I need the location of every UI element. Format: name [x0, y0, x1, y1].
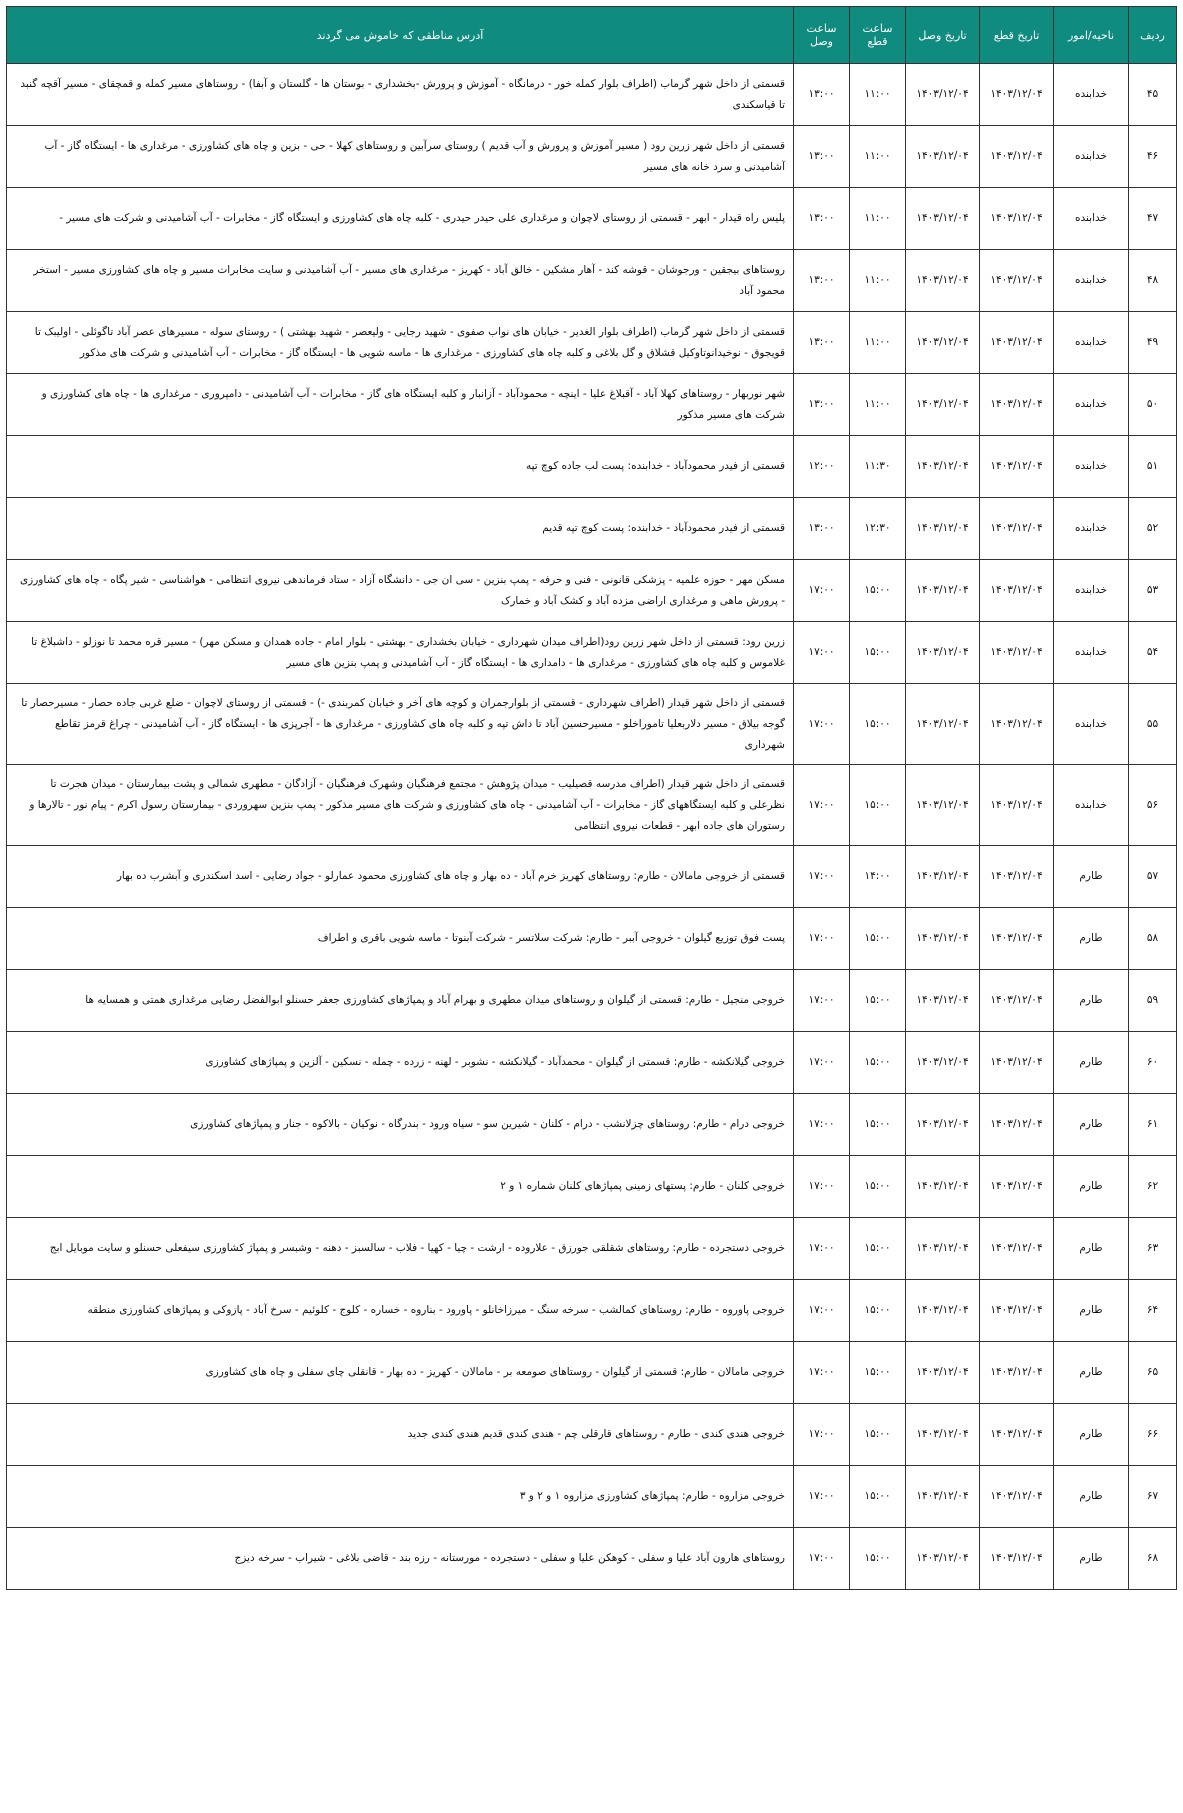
district-cell: طارم — [1054, 908, 1129, 970]
connect-date-cell: ۱۴۰۳/۱۲/۰۴ — [906, 970, 980, 1032]
district-cell: خدابنده — [1054, 498, 1129, 560]
row-number-cell: ۵۳ — [1129, 560, 1177, 622]
address-cell: قسمتی از فیدر محمودآباد - خدابنده: پست کوچ تپه قدیم — [7, 498, 794, 560]
cut-time-cell: ۱۵:۰۰ — [850, 1156, 906, 1218]
connect-time-cell: ۱۷:۰۰ — [794, 1466, 850, 1528]
table-row — [7, 684, 1177, 765]
district-cell: خدابنده — [1054, 64, 1129, 126]
district-cell: خدابنده — [1054, 188, 1129, 250]
row-number-cell: ۴۵ — [1129, 64, 1177, 126]
address-cell: پلیس راه قیدار - ابهر - قسمتی از روستای لاچوان و مرغداری علی حیدر حیدری - کلبه چاه های کشاورزی و ایستگاه گاز - مخابرات - آب آشامیدنی و شرکت های مسیر - — [7, 188, 794, 250]
cut-time-cell: ۱۱:۰۰ — [850, 312, 906, 374]
cut-time-cell: ۱۴:۰۰ — [850, 846, 906, 908]
connect-date-cell: ۱۴۰۳/۱۲/۰۴ — [906, 374, 980, 436]
cut-date-cell: ۱۴۰۳/۱۲/۰۴ — [980, 498, 1054, 560]
connect-time-cell: ۱۷:۰۰ — [794, 1342, 850, 1404]
district-cell: خدابنده — [1054, 622, 1129, 684]
connect-date-cell: ۱۴۰۳/۱۲/۰۴ — [906, 765, 980, 846]
cut-date-cell: ۱۴۰۳/۱۲/۰۴ — [980, 1218, 1054, 1280]
connect-time-cell: ۱۷:۰۰ — [794, 846, 850, 908]
address-cell: زرین رود: قسمتی از داخل شهر زرین رود(اطراف میدان شهرداری - خیابان بخشداری - بهشتی - بلوار امام - جاده همدان و مسکن مهر) - مسیر قره محمد تا نوزلو - داشبلاغ تا غلاموس و کلبه چاه های کشاورزی - مرغداری ها - دامداری ها - ایستگاه گاز - آب آشامیدنی و پمپ بنزین های مسیر — [7, 622, 794, 684]
connect-date-cell: ۱۴۰۳/۱۲/۰۴ — [906, 846, 980, 908]
district-cell: طارم — [1054, 970, 1129, 1032]
district-cell: خدابنده — [1054, 250, 1129, 312]
table-row — [7, 250, 1177, 312]
table-row — [7, 374, 1177, 436]
cut-time-cell: ۱۵:۰۰ — [850, 1528, 906, 1590]
district-cell: طارم — [1054, 1342, 1129, 1404]
table-row — [7, 765, 1177, 846]
connect-time-cell: ۱۷:۰۰ — [794, 1218, 850, 1280]
cut-date-cell: ۱۴۰۳/۱۲/۰۴ — [980, 436, 1054, 498]
district-cell: طارم — [1054, 1466, 1129, 1528]
cut-time-cell: ۱۵:۰۰ — [850, 765, 906, 846]
connect-time-cell: ۱۷:۰۰ — [794, 1156, 850, 1218]
address-cell: خروجی پاوروه - طارم: روستاهای کمالشب - سرخه سنگ - میرزاخانلو - پاورود - بناروه - خساره - کلوج - کلوئیم - سرخ آباد - پازوکی و پمپاژهای کشاورزی منطقه — [7, 1280, 794, 1342]
district-cell: خدابنده — [1054, 560, 1129, 622]
table-row — [7, 560, 1177, 622]
district-cell: خدابنده — [1054, 126, 1129, 188]
cut-time-cell: ۱۵:۰۰ — [850, 1404, 906, 1466]
cut-date-cell: ۱۴۰۳/۱۲/۰۴ — [980, 312, 1054, 374]
cut-date-cell: ۱۴۰۳/۱۲/۰۴ — [980, 1094, 1054, 1156]
district-cell: طارم — [1054, 1218, 1129, 1280]
cut-time-cell: ۱۵:۰۰ — [850, 1094, 906, 1156]
cut-date-cell: ۱۴۰۳/۱۲/۰۴ — [980, 188, 1054, 250]
connect-time-cell: ۱۳:۰۰ — [794, 64, 850, 126]
cut-date-cell: ۱۴۰۳/۱۲/۰۴ — [980, 908, 1054, 970]
connect-date-cell: ۱۴۰۳/۱۲/۰۴ — [906, 188, 980, 250]
cut-date-cell: ۱۴۰۳/۱۲/۰۴ — [980, 560, 1054, 622]
district-cell: طارم — [1054, 1280, 1129, 1342]
table-row — [7, 1528, 1177, 1590]
district-cell: خدابنده — [1054, 436, 1129, 498]
cut-date-cell: ۱۴۰۳/۱۲/۰۴ — [980, 1528, 1054, 1590]
connect-time-cell: ۱۳:۰۰ — [794, 374, 850, 436]
address-cell: قسمتی از خروجی مامالان - طارم: روستاهای کهریز خرم آباد - ده بهار و چاه های کشاورزی محمود عمارلو - جواد رضایی - اسد اسکندری و آبشرب ده بهار — [7, 846, 794, 908]
connect-date-cell: ۱۴۰۳/۱۲/۰۴ — [906, 1466, 980, 1528]
connect-time-cell: ۱۷:۰۰ — [794, 1032, 850, 1094]
table-row — [7, 498, 1177, 560]
address-cell: قسمتی از داخل شهر گرماب (اطراف بلوار الغدیر - خیابان های نواب صفوی - شهید رجایی - ولیعصر - شهید بهشتی ) - روستای سوله - مسیرهای عصر آباد تاگوئلی - اولیبک تا قویجوق - نوخیدانوتاوکیل قشلاق و گل بلاغی و کلبه چاه های کشاورزی - مرغداری ها - ماسه شویی ها - ایستگاه گاز - مخابرات - آب آشامیدنی و شرکت های مذکور — [7, 312, 794, 374]
connect-time-cell: ۱۷:۰۰ — [794, 622, 850, 684]
table-row — [7, 64, 1177, 126]
table-row — [7, 908, 1177, 970]
cut-time-cell: ۱۵:۰۰ — [850, 560, 906, 622]
row-number-cell: ۴۷ — [1129, 188, 1177, 250]
table-header-row — [7, 7, 1177, 64]
cut-time-cell: ۱۲:۳۰ — [850, 498, 906, 560]
cut-time-cell: ۱۵:۰۰ — [850, 1466, 906, 1528]
row-number-cell: ۵۰ — [1129, 374, 1177, 436]
district-cell: طارم — [1054, 846, 1129, 908]
cut-time-cell: ۱۵:۰۰ — [850, 1218, 906, 1280]
cut-time-cell: ۱۱:۰۰ — [850, 374, 906, 436]
address-cell: روستاهای هارون آباد علیا و سفلی - کوهکن علیا و سفلی - دستجرده - مورستانه - رزه بند - قاضی بلاغی - شیراب - سرخه دیزج — [7, 1528, 794, 1590]
connect-date-cell: ۱۴۰۳/۱۲/۰۴ — [906, 1280, 980, 1342]
table-row — [7, 970, 1177, 1032]
connect-time-cell: ۱۷:۰۰ — [794, 765, 850, 846]
cut-time-cell: ۱۵:۰۰ — [850, 1342, 906, 1404]
row-number-cell: ۶۵ — [1129, 1342, 1177, 1404]
table-row — [7, 1156, 1177, 1218]
address-cell: پست فوق توزیع گیلوان - خروجی آببر - طارم: شرکت سلاتسر - شرکت آبنوتا - ماسه شویی باقری و اطراف — [7, 908, 794, 970]
district-cell: طارم — [1054, 1032, 1129, 1094]
table-row — [7, 1404, 1177, 1466]
row-number-cell: ۴۶ — [1129, 126, 1177, 188]
district-cell: طارم — [1054, 1528, 1129, 1590]
connect-date-cell: ۱۴۰۳/۱۲/۰۴ — [906, 1156, 980, 1218]
connect-time-cell: ۱۳:۰۰ — [794, 250, 850, 312]
district-cell: خدابنده — [1054, 765, 1129, 846]
row-number-cell: ۵۴ — [1129, 622, 1177, 684]
cut-date-cell: ۱۴۰۳/۱۲/۰۴ — [980, 970, 1054, 1032]
connect-time-cell: ۱۷:۰۰ — [794, 684, 850, 765]
cut-date-cell: ۱۴۰۳/۱۲/۰۴ — [980, 1466, 1054, 1528]
cut-date-cell: ۱۴۰۳/۱۲/۰۴ — [980, 1032, 1054, 1094]
district-cell: طارم — [1054, 1156, 1129, 1218]
header-cut-time: ساعت قطع — [850, 7, 906, 64]
connect-date-cell: ۱۴۰۳/۱۲/۰۴ — [906, 1032, 980, 1094]
cut-date-cell: ۱۴۰۳/۱۲/۰۴ — [980, 684, 1054, 765]
row-number-cell: ۶۳ — [1129, 1218, 1177, 1280]
connect-date-cell: ۱۴۰۳/۱۲/۰۴ — [906, 250, 980, 312]
connect-date-cell: ۱۴۰۳/۱۲/۰۴ — [906, 436, 980, 498]
header-district: ناحیه/امور — [1054, 7, 1129, 64]
connect-date-cell: ۱۴۰۳/۱۲/۰۴ — [906, 908, 980, 970]
cut-time-cell: ۱۵:۰۰ — [850, 970, 906, 1032]
district-cell: طارم — [1054, 1404, 1129, 1466]
connect-time-cell: ۱۷:۰۰ — [794, 908, 850, 970]
connect-time-cell: ۱۳:۰۰ — [794, 126, 850, 188]
cut-time-cell: ۱۵:۰۰ — [850, 684, 906, 765]
row-number-cell: ۶۷ — [1129, 1466, 1177, 1528]
table-row — [7, 1094, 1177, 1156]
address-cell: خروجی هندی کندی - طارم - روستاهای قارقلی چم - هندی کندی قدیم هندی کندی جدید — [7, 1404, 794, 1466]
row-number-cell: ۵۱ — [1129, 436, 1177, 498]
cut-time-cell: ۱۱:۰۰ — [850, 64, 906, 126]
header-connect-date: تاریخ وصل — [906, 7, 980, 64]
cut-time-cell: ۱۵:۰۰ — [850, 1032, 906, 1094]
cut-date-cell: ۱۴۰۳/۱۲/۰۴ — [980, 846, 1054, 908]
connect-time-cell: ۱۷:۰۰ — [794, 1404, 850, 1466]
row-number-cell: ۵۹ — [1129, 970, 1177, 1032]
connect-time-cell: ۱۷:۰۰ — [794, 1094, 850, 1156]
cut-time-cell: ۱۱:۰۰ — [850, 250, 906, 312]
connect-date-cell: ۱۴۰۳/۱۲/۰۴ — [906, 126, 980, 188]
table-row — [7, 1466, 1177, 1528]
address-cell: قسمتی از داخل شهر قیدار (اطراف مدرسه قصیلیب - میدان پژوهش - مجتمع فرهنگیان وشهرک فرهنگیان - آزادگان - مطهری شمالی و پشت بیمارستان - میدان هجرت تا نظرعلی و کلبه ایستگاههای گاز - مخابرات - آب آشامیدنی - چاه های کشاورزی و شرکت های مسیر مذکور - پمپ بنزین سهروردی - بیمارستان رسول اکرم - پیام نور - تالارها و رستوران های جاده ابهر - قطعات نیروی انتظامی — [7, 765, 794, 846]
table-row — [7, 436, 1177, 498]
cut-date-cell: ۱۴۰۳/۱۲/۰۴ — [980, 622, 1054, 684]
address-cell: روستاهای بیجقین - ورجوشان - قوشه کند - آهار مشکین - خالق آباد - کهریز - مرغداری های مسیر - آب آشامیدنی و سایت مخابرات مسیر و چاه های کشاورزی مسیر - استخر محمود آباد — [7, 250, 794, 312]
address-cell: قسمتی از داخل شهر زرین رود ( مسیر آموزش و پرورش و آب قدیم ) روستای سرآبین و روستاهای کهلا - حی - بزین و چاه های کشاورزی - مرغداری ها - ایستگاه گاز - آب آشامیدنی و سرد خانه های مسیر — [7, 126, 794, 188]
header-cut-date: تاریخ قطع — [980, 7, 1054, 64]
connect-time-cell: ۱۷:۰۰ — [794, 560, 850, 622]
cut-time-cell: ۱۵:۰۰ — [850, 622, 906, 684]
cut-date-cell: ۱۴۰۳/۱۲/۰۴ — [980, 126, 1054, 188]
header-address: آدرس مناطقی که خاموش می گردند — [7, 7, 794, 64]
address-cell: مسکن مهر - حوزه علمیه - پزشکی قانونی - فنی و حرفه - پمپ بنزین - سی ان جی - دانشگاه آزاد - ستاد فرماندهی نیروی انتظامی - هواشناسی - شیر پگاه - چاه های کشاورزی - پرورش ماهی و مرغداری اراضی مزده آباد و کشک آباد و خمارک — [7, 560, 794, 622]
connect-date-cell: ۱۴۰۳/۱۲/۰۴ — [906, 684, 980, 765]
row-number-cell: ۵۶ — [1129, 765, 1177, 846]
cut-date-cell: ۱۴۰۳/۱۲/۰۴ — [980, 1280, 1054, 1342]
outage-table-container — [6, 6, 1177, 1590]
connect-date-cell: ۱۴۰۳/۱۲/۰۴ — [906, 498, 980, 560]
row-number-cell: ۶۰ — [1129, 1032, 1177, 1094]
connect-time-cell: ۱۷:۰۰ — [794, 970, 850, 1032]
cut-date-cell: ۱۴۰۳/۱۲/۰۴ — [980, 250, 1054, 312]
table-row — [7, 312, 1177, 374]
connect-time-cell: ۱۷:۰۰ — [794, 1280, 850, 1342]
district-cell: خدابنده — [1054, 312, 1129, 374]
connect-date-cell: ۱۴۰۳/۱۲/۰۴ — [906, 622, 980, 684]
row-number-cell: ۵۵ — [1129, 684, 1177, 765]
cut-date-cell: ۱۴۰۳/۱۲/۰۴ — [980, 374, 1054, 436]
address-cell: خروجی گیلانکشه - طارم: قسمتی از گیلوان - محمدآباد - گیلانکشه - نشوبر - لهنه - زرده - چمله - نسکین - آلزین و پمپاژهای کشاورزی — [7, 1032, 794, 1094]
address-cell: خروجی درام - طارم: روستاهای چزلانشب - درام - کلنان - شیرین سو - سیاه ورود - بندرگاه - نوکیان - بالاکوه - جنار و پمپاژهای کشاورزی — [7, 1094, 794, 1156]
cut-time-cell: ۱۵:۰۰ — [850, 1280, 906, 1342]
address-cell: خروجی منجیل - طارم: قسمتی از گیلوان و روستاهای میدان مطهری و بهرام آباد و پمپاژهای کشاورزی جعفر حسنلو ابوالفضل رضایی مرغداری همتی و همسایه ها — [7, 970, 794, 1032]
table-row — [7, 622, 1177, 684]
row-number-cell: ۶۴ — [1129, 1280, 1177, 1342]
cut-date-cell: ۱۴۰۳/۱۲/۰۴ — [980, 64, 1054, 126]
cut-time-cell: ۱۵:۰۰ — [850, 908, 906, 970]
address-cell: قسمتی از داخل شهر قیدار (اطراف شهرداری - قسمتی از بلوارجمران و کوچه های آخر و خیابان کمربندی -) - قسمتی از روستای لاچوان - ضلع غربی جاده حصار - مسیرحصار تا گوجه بیلاق - مسیر دلاربعلیا تاموراخلو - مسیرحسین آباد تا داش تپه و کلبه چاه های کشاورزی - مرغداری ها - آجرپزی ها - ایستگاه گاز - آب آشامیدنی - چراغ قرمز تقاطع شهرداری — [7, 684, 794, 765]
row-number-cell: ۶۲ — [1129, 1156, 1177, 1218]
address-cell: خروجی کلنان - طارم: پستهای زمینی پمپاژهای کلنان شماره ۱ و ۲ — [7, 1156, 794, 1218]
table-body — [7, 64, 1177, 1590]
row-number-cell: ۶۱ — [1129, 1094, 1177, 1156]
table-row — [7, 846, 1177, 908]
cut-time-cell: ۱۱:۳۰ — [850, 436, 906, 498]
address-cell: شهر نوربهار - روستاهای کهلا آباد - آقبلاغ علیا - اینچه - محمودآباد - آزانبار و کلبه ایستگاه های گاز - مخابرات - آب آشامیدنی - دامپروری - مرغداری ها - چاه های کشاورزی و شرکت های مسیر مذکور — [7, 374, 794, 436]
address-cell: خروجی دستجرده - طارم: روستاهای شقلقی جورزق - علاروده - ارشت - چیا - کهیا - فلاب - سالسبز - دهنه - وشبسر و پمپاژ کشاورزی سیفعلی حسنلو و سایت موبایل ابج — [7, 1218, 794, 1280]
row-number-cell: ۴۹ — [1129, 312, 1177, 374]
connect-time-cell: ۱۷:۰۰ — [794, 1528, 850, 1590]
connect-time-cell: ۱۳:۰۰ — [794, 312, 850, 374]
district-cell: طارم — [1054, 1094, 1129, 1156]
district-cell: خدابنده — [1054, 374, 1129, 436]
table-row — [7, 126, 1177, 188]
connect-date-cell: ۱۴۰۳/۱۲/۰۴ — [906, 1528, 980, 1590]
cut-time-cell: ۱۱:۰۰ — [850, 126, 906, 188]
connect-date-cell: ۱۴۰۳/۱۲/۰۴ — [906, 1218, 980, 1280]
address-cell: قسمتی از داخل شهر گرماب (اطراف بلوار کمله خور - درمانگاه - آموزش و پرورش -بخشداری - بوستان ها - گلستان و آبفا) - روستاهای مسیر کمله و قمچقای - مسیر آقچه گنبد تا قیاسکندی — [7, 64, 794, 126]
connect-date-cell: ۱۴۰۳/۱۲/۰۴ — [906, 1342, 980, 1404]
table-row — [7, 1218, 1177, 1280]
header-row-number: ردیف — [1129, 7, 1177, 64]
address-cell: قسمتی از فیدر محمودآباد - خدابنده: پست لب جاده کوچ تپه — [7, 436, 794, 498]
connect-time-cell: ۱۲:۰۰ — [794, 436, 850, 498]
address-cell: خروجی مزاروه - طارم: پمپاژهای کشاورزی مزاروه ۱ و ۲ و ۳ — [7, 1466, 794, 1528]
table-row — [7, 1032, 1177, 1094]
header-connect-time: ساعت وصل — [794, 7, 850, 64]
connect-date-cell: ۱۴۰۳/۱۲/۰۴ — [906, 64, 980, 126]
cut-date-cell: ۱۴۰۳/۱۲/۰۴ — [980, 1156, 1054, 1218]
table-row — [7, 1342, 1177, 1404]
cut-date-cell: ۱۴۰۳/۱۲/۰۴ — [980, 1342, 1054, 1404]
address-cell: خروجی مامالان - طارم: قسمتی از گیلوان - روستاهای صومعه بر - مامالان - کهریز - ده بهار - قانقلی چای سفلی و چاه های کشاورزی — [7, 1342, 794, 1404]
table-row — [7, 188, 1177, 250]
cut-time-cell: ۱۱:۰۰ — [850, 188, 906, 250]
connect-date-cell: ۱۴۰۳/۱۲/۰۴ — [906, 1094, 980, 1156]
cut-date-cell: ۱۴۰۳/۱۲/۰۴ — [980, 1404, 1054, 1466]
outage-table — [6, 6, 1177, 1590]
table-row — [7, 1280, 1177, 1342]
row-number-cell: ۴۸ — [1129, 250, 1177, 312]
row-number-cell: ۶۸ — [1129, 1528, 1177, 1590]
connect-date-cell: ۱۴۰۳/۱۲/۰۴ — [906, 560, 980, 622]
row-number-cell: ۵۷ — [1129, 846, 1177, 908]
connect-time-cell: ۱۳:۰۰ — [794, 188, 850, 250]
row-number-cell: ۶۶ — [1129, 1404, 1177, 1466]
row-number-cell: ۵۲ — [1129, 498, 1177, 560]
row-number-cell: ۵۸ — [1129, 908, 1177, 970]
connect-date-cell: ۱۴۰۳/۱۲/۰۴ — [906, 312, 980, 374]
connect-time-cell: ۱۳:۰۰ — [794, 498, 850, 560]
connect-date-cell: ۱۴۰۳/۱۲/۰۴ — [906, 1404, 980, 1466]
district-cell: خدابنده — [1054, 684, 1129, 765]
cut-date-cell: ۱۴۰۳/۱۲/۰۴ — [980, 765, 1054, 846]
